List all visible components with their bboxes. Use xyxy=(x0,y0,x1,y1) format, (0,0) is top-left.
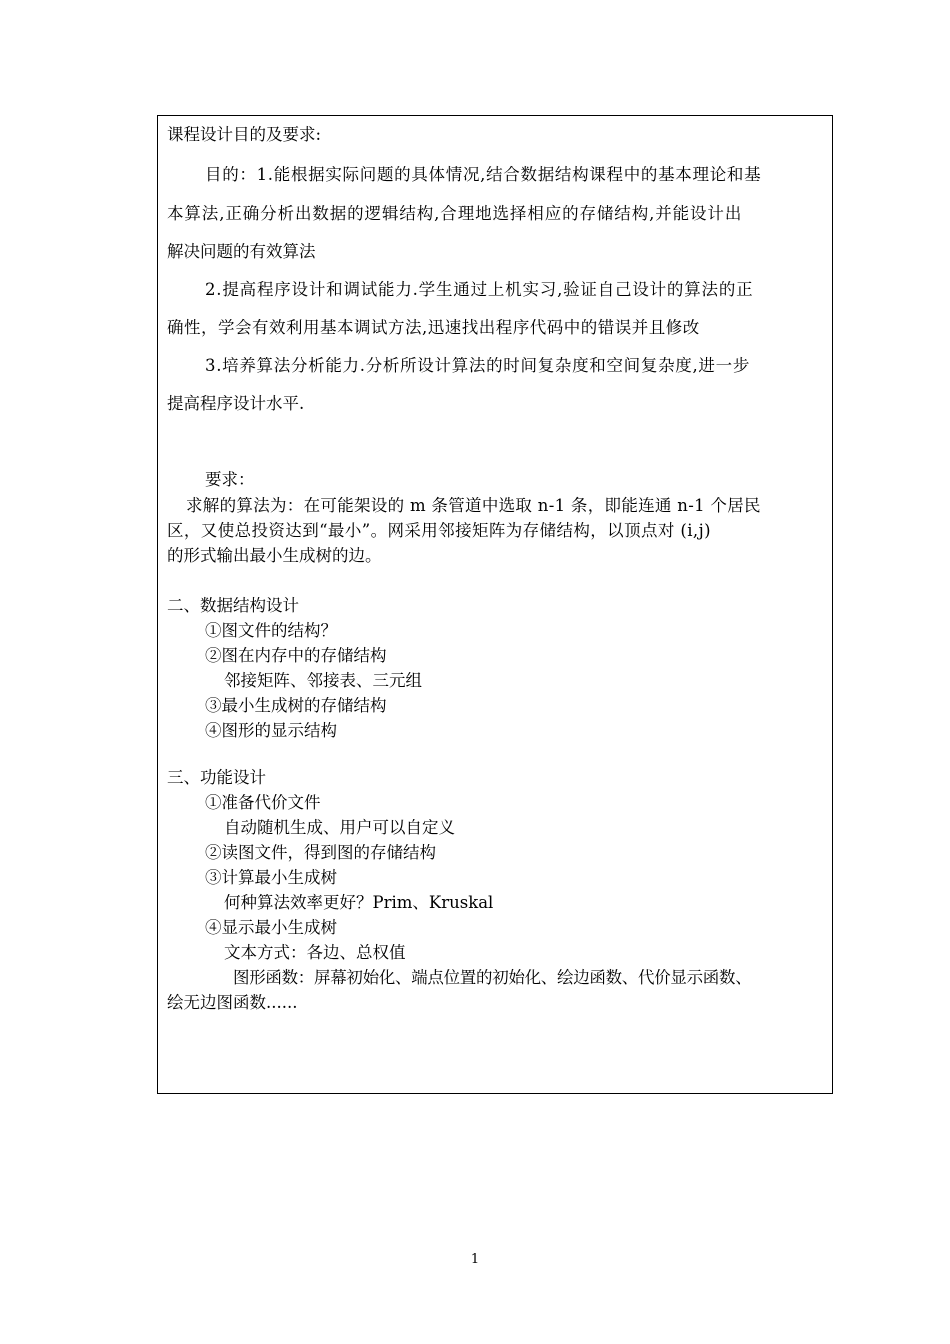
section2-item2-sub: 邻接矩阵、邻接表、三元组 xyxy=(224,671,422,690)
requirements-line1: 求解的算法为：在可能架设的 m 条管道中选取 n-1 条，即能连通 n-1 个居民 xyxy=(186,496,761,515)
section3-item1-sub: 自动随机生成、用户可以自定义 xyxy=(224,818,455,837)
purpose-p3-line2: 提高程序设计水平. xyxy=(167,394,305,413)
purpose-p1-line3: 解决问题的有效算法 xyxy=(167,242,316,261)
purpose-p2-line1: 2.提高程序设计和调试能力.学生通过上机实习,验证自己设计的算法的正 xyxy=(205,280,754,299)
purpose-p2-line2: 确性，学会有效利用基本调试方法,迅速找出程序代码中的错误并且修改 xyxy=(167,318,700,337)
purpose-p1-line1: 目的：1.能根据实际问题的具体情况,结合数据结构课程中的基本理论和基 xyxy=(205,165,762,184)
section3-item4-sub1: 文本方式：各边、总权值 xyxy=(224,943,406,962)
section-heading: 课程设计目的及要求: xyxy=(167,125,322,144)
section3-item3: ③计算最小生成树 xyxy=(205,868,337,887)
section3-item1: ①准备代价文件 xyxy=(205,793,321,812)
section2-item4: ④图形的显示结构 xyxy=(205,721,337,740)
section3-item2: ②读图文件，得到图的存储结构 xyxy=(205,843,436,862)
section3-item3-sub: 何种算法效率更好？Prim、Kruskal xyxy=(224,893,494,912)
section3-title: 三、功能设计 xyxy=(167,768,266,787)
purpose-p1-line2: 本算法,正确分析出数据的逻辑结构,合理地选择相应的存储结构,并能设计出 xyxy=(167,204,743,223)
section2-item2: ②图在内存中的存储结构 xyxy=(205,646,387,665)
requirements-line2: 区，又使总投资达到“最小”。网采用邻接矩阵为存储结构，以顶点对 (i,j) xyxy=(167,521,711,540)
section3-item4: ④显示最小生成树 xyxy=(205,918,337,937)
page-number: 1 xyxy=(470,1252,480,1267)
section2-title: 二、数据结构设计 xyxy=(167,596,299,615)
section2-item1: ①图文件的结构？ xyxy=(205,621,337,640)
purpose-p3-line1: 3.培养算法分析能力.分析所设计算法的时间复杂度和空间复杂度,进一步 xyxy=(205,356,751,375)
requirements-line3: 的形式输出最小生成树的边。 xyxy=(167,546,382,565)
section3-item4-sub2-line1: 图形函数：屏幕初始化、端点位置的初始化、绘边函数、代价显示函数、 xyxy=(233,968,752,987)
section3-item4-sub2-line2: 绘无边图函数...... xyxy=(167,993,298,1012)
section2-item3: ③最小生成树的存储结构 xyxy=(205,696,387,715)
requirements-label: 要求： xyxy=(205,470,255,489)
